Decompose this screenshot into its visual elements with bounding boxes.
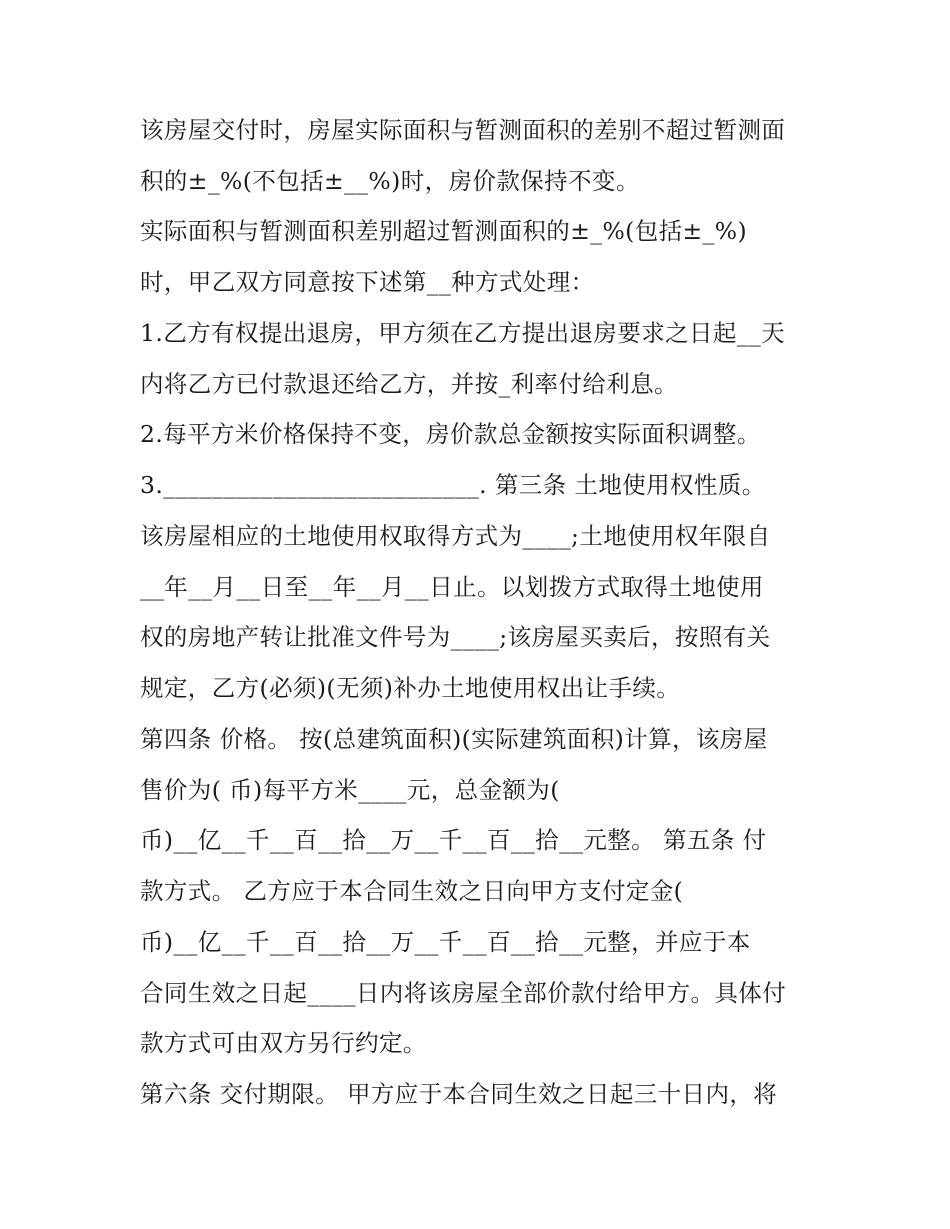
text-line: 内将乙方已付款退还给乙方，并按_利率付给利息。	[140, 370, 678, 398]
text-line: 币)__亿__千__百__拾__万__千__百__拾__元整。 第五条 付	[140, 826, 767, 854]
text-line: 合同生效之日起____日内将该房屋全部价款付给甲方。具体付	[140, 979, 787, 1007]
text-line: 该房屋相应的土地使用权取得方式为____;土地使用权年限自	[140, 522, 771, 550]
text-line: __年__月__日至__年__月__日止。以划拨方式取得土地使用	[140, 573, 764, 601]
text-line: 时，甲乙双方同意按下述第__种方式处理：	[140, 268, 595, 296]
text-line: 实际面积与暂测面积差别超过暂测面积的±_%(包括±_%)	[140, 217, 748, 245]
text-line: 积的±_%(不包括±__%)时，房价款保持不变。	[140, 167, 640, 195]
text-line: 第四条 价格。 按(总建筑面积)(实际建筑面积)计算，该房屋	[140, 725, 768, 753]
text-line: 3.__________________________. 第三条 土地使用权性质。	[140, 471, 766, 499]
text-line: 权的房地产转让批准文件号为____;该房屋买卖后，按照有关	[140, 623, 771, 651]
text-line: 款方式。 乙方应于本合同生效之日向甲方支付定金(	[140, 877, 684, 905]
text-line: 第六条 交付期限。 甲方应于本合同生效之日起三十日内，将	[140, 1080, 778, 1108]
text-line: 1.乙方有权提出退房，甲方须在乙方提出退房要求之日起__天	[140, 319, 786, 347]
text-line: 币)__亿__千__百__拾__万__千__百__拾__元整，并应于本	[140, 928, 751, 956]
text-line: 款方式可由双方另行约定。	[140, 1029, 427, 1057]
text-line: 规定，乙方(必须)(无须)补办土地使用权出让手续。	[140, 674, 681, 702]
text-line: 2.每平方米价格保持不变，房价款总金额按实际面积调整。	[140, 420, 761, 448]
text-line: 该房屋交付时，房屋实际面积与暂测面积的差别不超过暂测面	[140, 116, 786, 144]
text-line: 售价为( 币)每平方米____元，总金额为(	[140, 776, 560, 804]
